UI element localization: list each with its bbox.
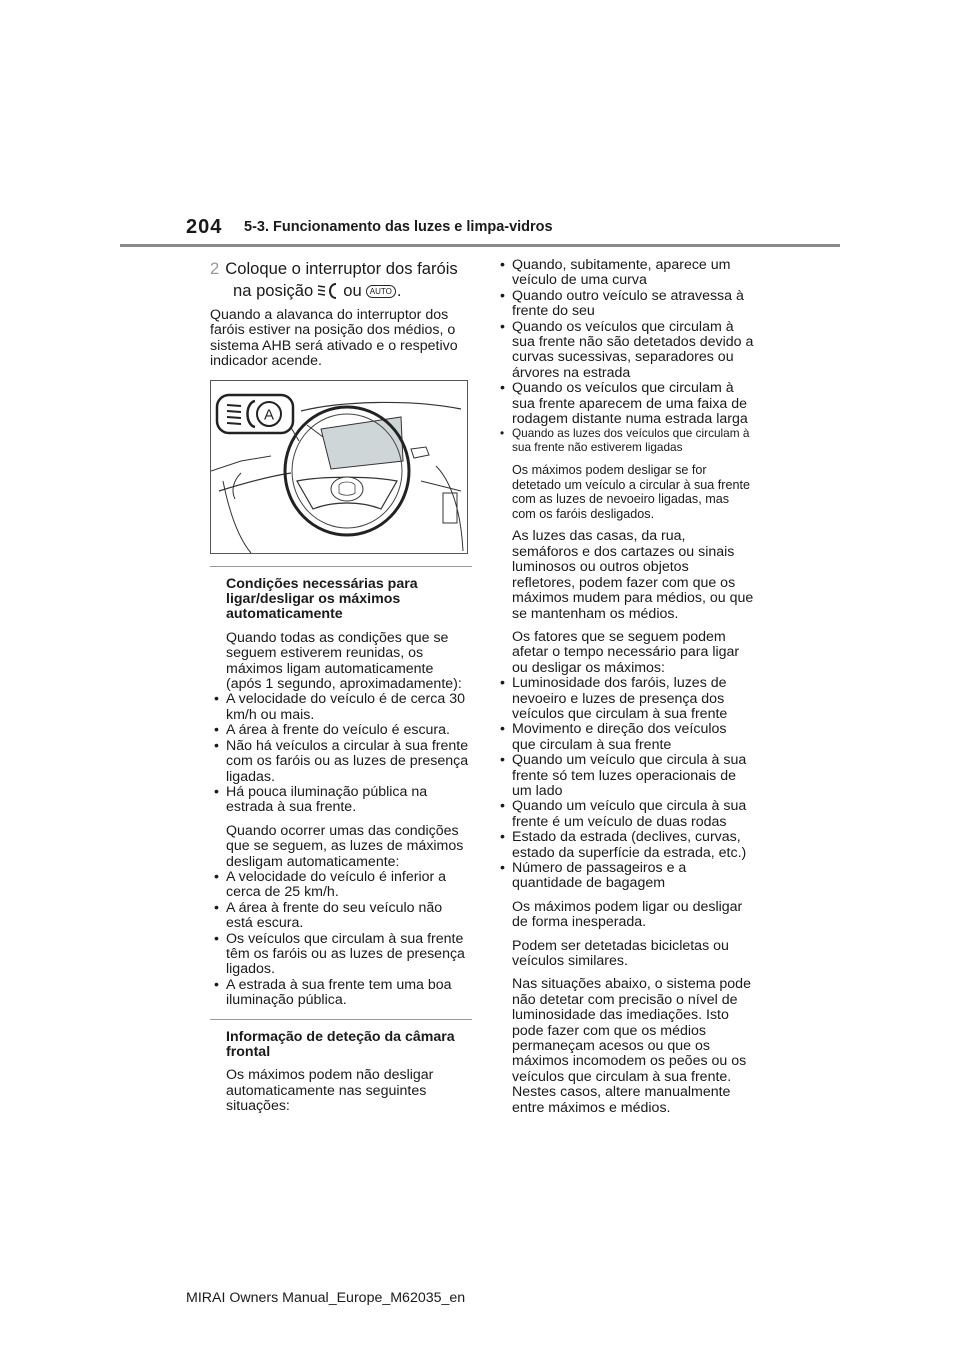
situations-list (496, 258, 754, 454)
list-item: • Os veículos que circulam à sua frente têm os faróis ou as luzes de presença ligados. (210, 932, 472, 978)
cond-heading: Condições necessárias para ligar/desligar os máximos automaticamente (226, 575, 418, 623)
factors-intro: Os fatores que se seguem podem afetar o tempo necessário para ligar ou desligar os máximos: (512, 628, 740, 676)
list-item: • Quando outro veículo se atravessa à frente do seu (496, 289, 754, 320)
step-number: 2 (210, 259, 220, 278)
list-item: • Há pouca iluminação pública na estrada à sua frente. (210, 785, 472, 816)
camera-intro: Os máximos podem não desligar automaticamente nas seguintes situações: (226, 1067, 434, 1115)
step-text-2b: ou (343, 281, 362, 300)
list-item: • Quando os veículos que circulam à sua frente não são detetados devido a curvas sucessivas, separadores ou árvores na estrada (496, 320, 754, 382)
section-title: 5-3. Funcionamento das luzes e limpa-vidros (244, 219, 553, 235)
auto-icon: AUTO (366, 285, 396, 298)
header-rule (120, 244, 840, 247)
list-item: • Luminosidade dos faróis, luzes de nevoeiro e luzes de presença dos veículos que circulam à sua frente (496, 676, 754, 722)
list-item: • Movimento e direção dos veículos que circulam à sua frente (496, 722, 754, 753)
footer-manual-name: MIRAI Owners Manual_Europe_M62035_en (186, 1290, 466, 1306)
step-line-2 (233, 280, 472, 302)
list-item: • A área à frente do veículo é escura. (210, 723, 472, 738)
right-notes (512, 463, 754, 1116)
step-text-2c: . (396, 281, 402, 300)
list-item: • Quando, subitamente, aparece um veículo de uma curva (496, 258, 754, 289)
list-item: • Número de passageiros e a quantidade de bagagem (496, 861, 754, 892)
cond-on-list (210, 692, 472, 815)
camera-heading: Informação de deteção da câmara frontal (226, 1028, 455, 1060)
divider-2 (210, 1019, 472, 1020)
cond-section (226, 577, 472, 1009)
fog-note: Os máximos podem desligar se for detetado um veículo a circular à sua frente com as luzes de nevoeiro ligadas, mas com os faróis desligados. (512, 463, 751, 521)
left-column (210, 258, 472, 1123)
list-item: • A estrada à sua frente tem uma boa iluminação pública. (210, 978, 472, 1009)
list-item: • Não há veículos a circular à sua frente com os faróis ou as luzes de presença ligadas. (210, 739, 472, 785)
list-item: • A velocidade do veículo é de cerca 30 km/h ou mais. (210, 692, 472, 723)
unexpected-note: Os máximos podem ligar ou desligar de forma inesperada. (512, 898, 743, 931)
step-text-1: Coloque o interruptor dos faróis (225, 259, 458, 278)
list-item: • Quando um veículo que circula à sua frente é um veículo de duas rodas (496, 799, 754, 830)
list-item: • Quando um veículo que circula à sua frente só tem luzes operacionais de um lado (496, 753, 754, 799)
factors-list (496, 676, 754, 892)
cond-off-intro: Quando ocorrer umas das condições que se seguem, as luzes de máximos desligam automaticamente: (226, 822, 464, 870)
bicycles-note: Podem ser detetadas bicicletas ou veículos similares. (512, 937, 729, 970)
low-beam-headlight-icon (317, 281, 339, 301)
right-column (496, 258, 754, 1124)
situations-below-note: Nas situações abaixo, o sistema pode não detetar com precisão o nível de luminosidade das imediações. Isto pode fazer com que os médios permaneçam acesos ou que os máximos incomodem os peões ou os veículos que circulam à sua frente. Nestes casos, altere manualmente entre máximos e médios. (512, 976, 751, 1116)
intro-text: Quando a alavanca do interruptor dos faróis estiver na posição dos médios, o sistema AHB será ativado e o respetivo indicador acende. (210, 307, 458, 370)
cond-off-list (210, 870, 472, 1009)
camera-section (226, 1030, 472, 1115)
list-item: • Quando as luzes dos veículos que circulam à sua frente não estiverem ligadas (496, 427, 754, 454)
page-number: 204 (186, 216, 223, 238)
dashboard-illustration (211, 381, 467, 553)
divider-1 (210, 566, 472, 567)
figure-label: A (263, 406, 275, 424)
list-item: • A área à frente do seu veículo não está escura. (210, 901, 472, 932)
list-item: • Estado da estrada (declives, curvas, estado da superfície da estrada, etc.) (496, 830, 754, 861)
step-line-1 (210, 258, 472, 280)
list-item: • A velocidade do veículo é inferior a cerca de 25 km/h. (210, 870, 472, 901)
cond-on-intro: Quando todas as condições que se seguem estiverem reunidas, os máximos ligam automaticamente (após 1 segundo, aproximadamente): (226, 629, 462, 693)
step-text-2a: na posição (233, 281, 314, 300)
house-lights-note: As luzes das casas, da rua, semáforos e dos cartazes ou sinais luminosos ou outros objetos refletores, podem fazer com que os máximos mudem para médios, ou que se mantenham os médios. (512, 528, 754, 622)
dashboard-figure (210, 380, 468, 554)
list-item: • Quando os veículos que circulam à sua frente aparecem de uma faixa de rodagem distante numa estrada larga (496, 381, 754, 427)
